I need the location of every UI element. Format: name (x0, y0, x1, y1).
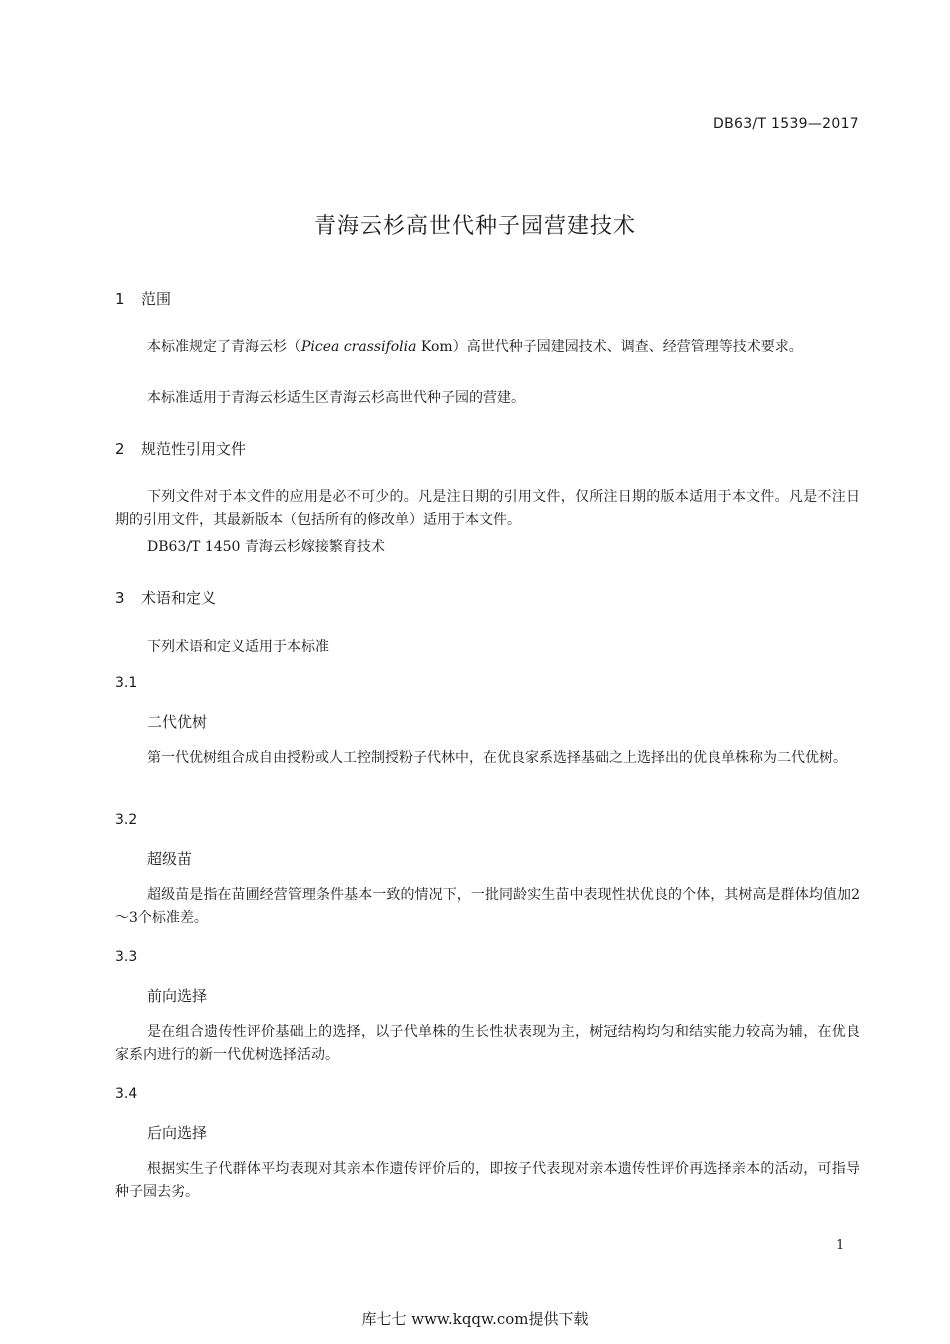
section-3-intro: 下列术语和定义适用于本标准 (147, 639, 329, 655)
term-definition: 第一代优树组合成自由授粉或人工控制授粉子代林中，在优良家系选择基础之上选择出的优良单株称为二代优树。 (147, 750, 847, 766)
section-3-heading (115, 587, 216, 608)
clause-number: 3.4 (115, 1086, 138, 1102)
term-name: 二代优树 (147, 713, 208, 731)
term-name: 超级苗 (147, 850, 193, 868)
section-1-paragraph-2: 本标准适用于青海云杉适生区青海云杉高世代种子园的营建。 (147, 390, 525, 406)
text-run: Kom）高世代种子园建园技术、调查、经营管理等技术要求。 (416, 339, 803, 355)
section-2-paragraph-1: 下列文件对于本文件的应用是必不可少的。凡是注日期的引用文件，仅所注日期的版本适用于本文件。凡是不注日期的引用文件，其最新版本（包括所有的修改单）适用于本文件。 (115, 489, 860, 528)
section-number: 2 (115, 440, 125, 458)
download-source-footer: 库七七 www.kqqw.com提供下载 (361, 1310, 589, 1328)
clause-number: 3.3 (115, 949, 138, 965)
section-1-heading (115, 288, 171, 309)
latin-species-name: Picea crassifolia (301, 339, 417, 355)
term-name: 后向选择 (147, 1124, 208, 1142)
term-name: 前向选择 (147, 987, 208, 1005)
document-code: DB63/T 1539—2017 (713, 116, 859, 132)
clause-number: 3.2 (115, 812, 138, 828)
section-title: 范围 (141, 290, 172, 308)
clause-number: 3.1 (115, 675, 138, 691)
text-run: 本标准规定了青海云杉（ (147, 339, 301, 355)
normative-reference: DB63/T 1450 青海云杉嫁接繁育技术 (147, 539, 385, 555)
term-definition: 是在组合遗传性评价基础上的选择，以子代单株的生长性状表现为主，树冠结构均匀和结实能力较高为辅，在优良家系内进行的新一代优树选择活动。 (115, 1024, 860, 1063)
section-number: 3 (115, 589, 125, 607)
term-definition: 根据实生子代群体平均表现对其亲本作遗传评价后的，即按子代表现对亲本遗传性评价再选择亲本的活动，可指导种子园去劣。 (115, 1161, 860, 1200)
section-title: 规范性引用文件 (141, 440, 247, 458)
page-number: 1 (836, 1238, 845, 1253)
section-2-heading (115, 438, 246, 459)
term-definition: 超级苗是指在苗圃经营管理条件基本一致的情况下，一批同龄实生苗中表现性状优良的个体，其树高是群体均值加2～3个标准差。 (115, 887, 860, 926)
section-number: 1 (115, 290, 125, 308)
section-1-paragraph-1 (115, 336, 860, 359)
section-title: 术语和定义 (141, 589, 217, 607)
document-title: 青海云杉高世代种子园营建技术 (313, 214, 636, 239)
